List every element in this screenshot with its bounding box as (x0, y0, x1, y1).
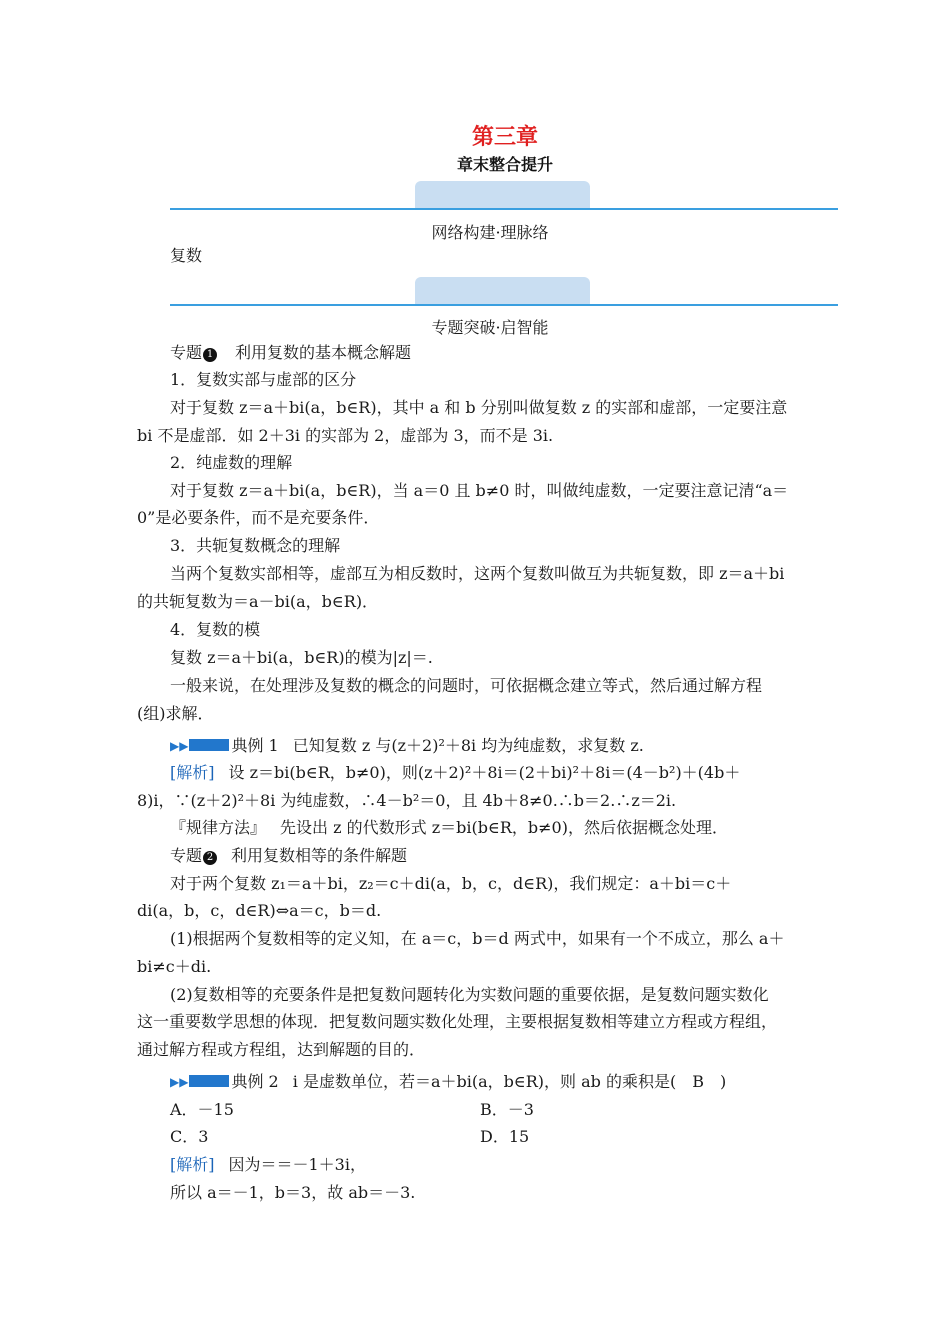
option-a: A．－15 (170, 1100, 234, 1119)
section-banner-network (170, 181, 838, 211)
topic2-line2: di(a，b，c，d∈R)⇔a＝c，b＝d. (137, 901, 382, 920)
option-c: C．3 (170, 1127, 209, 1146)
topic1-item4-title: 4．复数的模 (170, 620, 261, 639)
mindmap-label: 复数 (170, 246, 203, 265)
topic1-item1-line1: 对于复数 z＝a＋bi(a，b∈R)，其中 a 和 b 分别叫做复数 z 的实部和虚部，一定要注意 (170, 398, 788, 417)
topic1-item2-line2: 0”是必要条件，而不是充要条件． (137, 508, 380, 527)
chapter-title: 第三章 (471, 124, 538, 150)
topic2-p1-line1: (1)根据两个复数相等的定义知，在 a＝c，b＝d 两式中，如果有一个不成立，那么 a＋ (170, 929, 785, 948)
topic2-line1: 对于两个复数 z₁＝a＋bi，z₂＝c＋di(a，b，c，d∈R)，我们规定：a＋bi＝c＋ (170, 874, 732, 893)
example1-method (170, 818, 728, 838)
example1-heading (170, 735, 644, 756)
topic2-prefix: 专题 (170, 846, 203, 865)
banner-rule (170, 304, 838, 306)
analysis-tag: [解析] (170, 1155, 215, 1174)
banner-tab (415, 181, 590, 208)
example1-method-text: 先设出 z 的代数形式 z＝bi(b∈R，b≠0)，然后依据概念处理． (280, 818, 728, 837)
topic1-item4-line1: 复数 z＝a＋bi(a，b∈R)的模为|z|＝. (170, 648, 433, 667)
topic1-heading (170, 343, 411, 363)
example2-heading (170, 1071, 726, 1092)
topic2-number-icon: 2 (203, 851, 217, 865)
example2-analysis-line1 (170, 1155, 366, 1175)
topic1-item3-line1: 当两个复数实部相等，虚部互为相反数时，这两个复数叫做互为共轭复数，即 z＝a＋bi (170, 564, 785, 583)
topic2-p2-line3: 通过解方程或方程组，达到解题的目的． (137, 1040, 426, 1059)
topic2-p2-line1: (2)复数相等的充要条件是把复数问题转化为实数问题的重要依据，是复数问题实数化 (170, 985, 769, 1004)
banner-rule (170, 208, 838, 210)
section-label-network: 网络构建·理脉络 (431, 223, 549, 242)
example1-analysis-line2: 8)i，∵(z＋2)²＋8i 为纯虚数，∴4－b²＝0，且 4b＋8≠0.∴b＝2.∴z＝2i. (137, 791, 677, 810)
topic2-p1-line2: bi≠c＋di. (137, 957, 212, 976)
example-badge-icon: ▶▶ (170, 735, 231, 756)
example2-analysis-line2: 所以 a＝－1，b＝3，故 ab＝－3. (170, 1183, 416, 1202)
topic1-summary-line1: 一般来说，在处理涉及复数的概念的问题时，可依据概念建立等式，然后通过解方程 (170, 676, 763, 695)
topic1-prefix: 专题 (170, 343, 203, 362)
banner-tab (415, 277, 590, 304)
topic1-item1-line2: bi 不是虚部．如 2＋3i 的实部为 2，虚部为 3，而不是 3i. (137, 426, 554, 445)
chapter-subtitle: 章末整合提升 (456, 155, 553, 174)
topic1-number-icon: 1 (203, 348, 217, 362)
option-d: D．15 (480, 1127, 530, 1146)
example1-analysis-line1 (170, 763, 740, 783)
section-label-breakthrough: 专题突破·启智能 (431, 318, 549, 337)
section-banner-breakthrough (170, 277, 838, 307)
example1-question: 已知复数 z 与(z＋2)²＋8i 均为纯虚数，求复数 z. (292, 736, 644, 755)
example2-analysis-text: 因为＝＝－1＋3i， (228, 1155, 366, 1174)
topic1-item2-title: 2．纯虚数的理解 (170, 453, 293, 472)
example1-label: 典例 1 (231, 736, 279, 755)
example1-analysis-text: 设 z＝bi(b∈R，b≠0)，则(z＋2)²＋8i＝(2＋bi)²＋8i＝(4－b²)＋(4b＋ (228, 763, 741, 782)
example2-label: 典例 2 (231, 1072, 279, 1091)
option-b: B．－3 (480, 1100, 534, 1119)
topic1-item1-title: 1．复数实部与虚部的区分 (170, 370, 357, 389)
example-badge-icon: ▶▶ (170, 1071, 231, 1092)
topic1-item3-line2: 的共轭复数为＝a－bi(a，b∈R)． (137, 592, 379, 611)
topic1-summary-line2: (组)求解． (137, 704, 214, 723)
topic2-heading (170, 846, 407, 866)
topic2-title: 利用复数相等的条件解题 (231, 846, 408, 865)
topic1-title: 利用复数的基本概念解题 (235, 343, 412, 362)
method-tag: 『规律方法』 (170, 818, 267, 837)
topic1-item2-line1: 对于复数 z＝a＋bi(a，b∈R)，当 a＝0 且 b≠0 时，叫做纯虚数，一定要注意记清“a＝ (170, 481, 789, 500)
topic2-p2-line2: 这一重要数学思想的体现．把复数问题实数化处理，主要根据复数相等建立方程或方程组， (137, 1012, 778, 1031)
example2-question: i 是虚数单位，若＝a＋bi(a，b∈R)，则 ab 的乘积是( B ) (292, 1072, 727, 1091)
analysis-tag: [解析] (170, 763, 215, 782)
topic1-item3-title: 3．共轭复数概念的理解 (170, 536, 341, 555)
